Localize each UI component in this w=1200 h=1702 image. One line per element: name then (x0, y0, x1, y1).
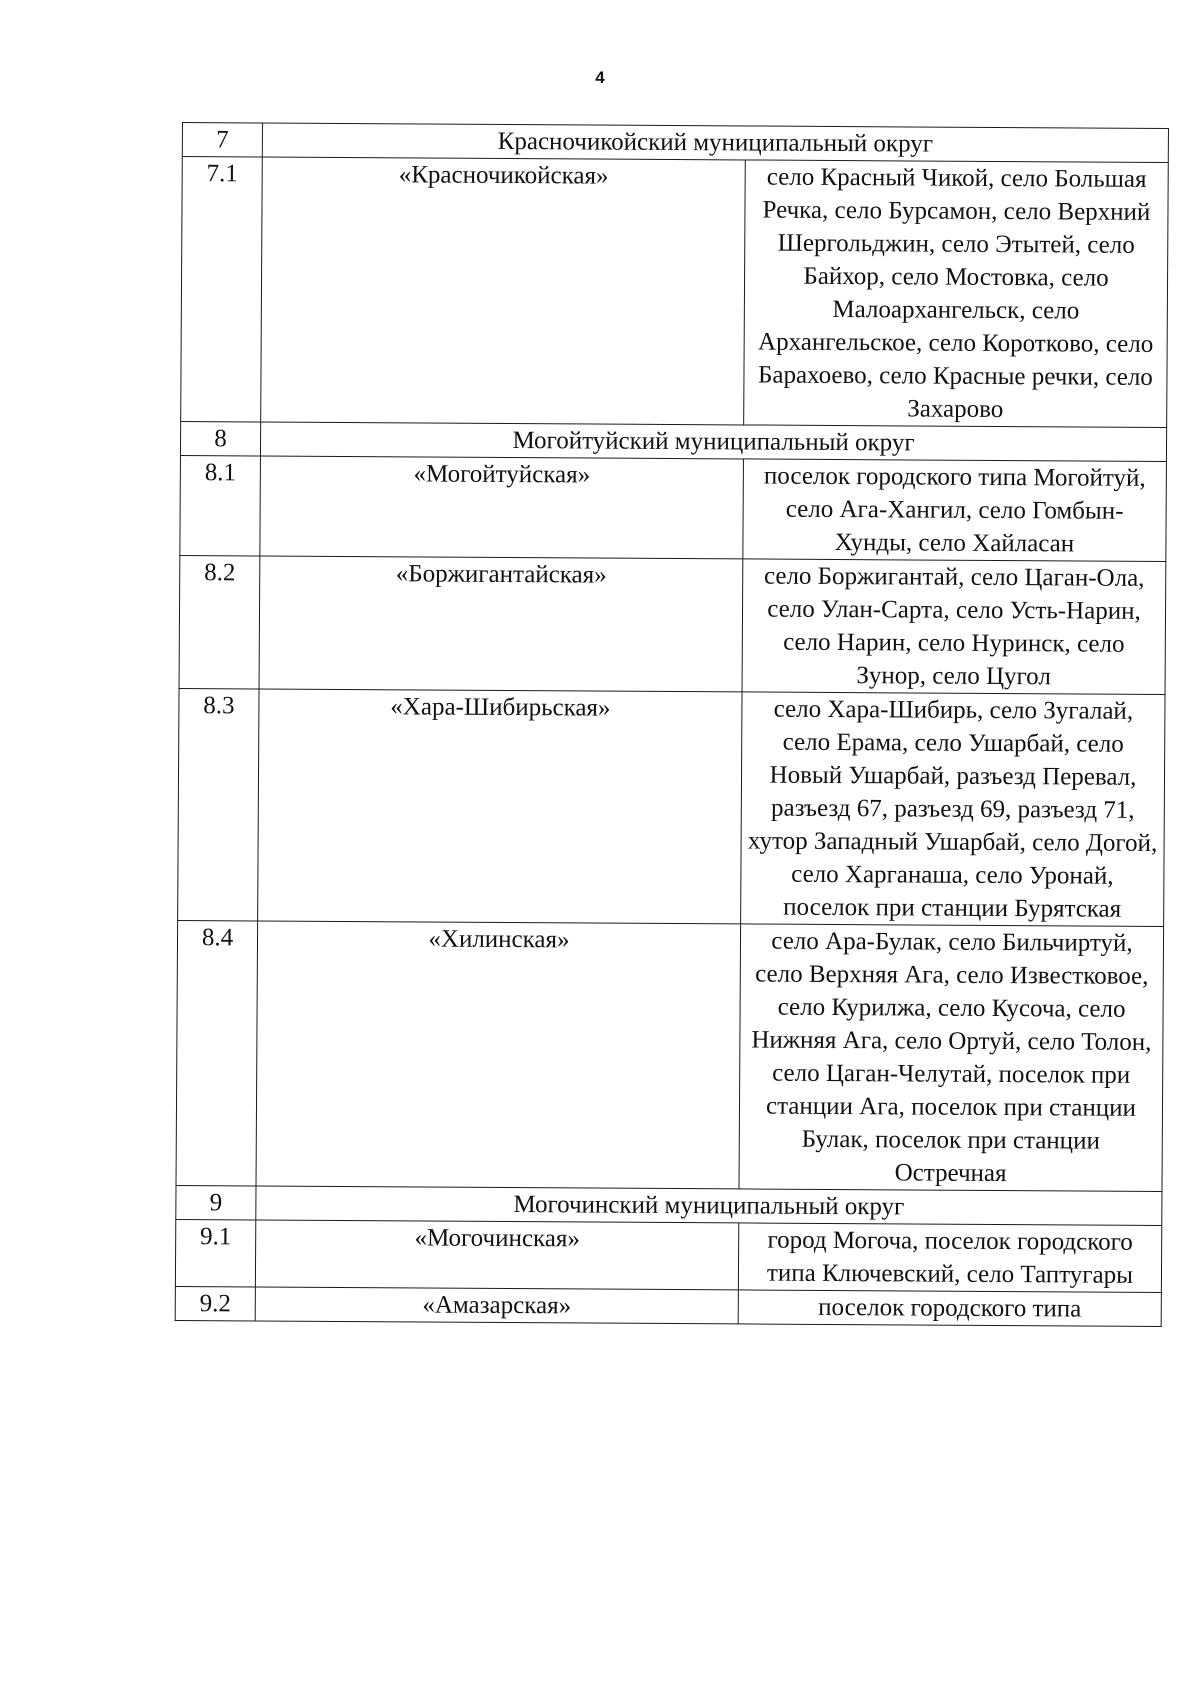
table-row (178, 688, 1165, 926)
row-places: поселок городского типа (738, 1290, 1161, 1327)
table-row (181, 157, 1169, 428)
row-number: 8.2 (179, 555, 260, 688)
row-places: город Могоча, поселок городского типа Ключевский, село Таптугары (738, 1223, 1161, 1293)
row-name: «Боржигантайская» (259, 556, 743, 692)
section-number: 8 (180, 421, 260, 455)
row-number: 8.1 (180, 455, 261, 555)
row-name: «Могочинская» (255, 1220, 738, 1290)
row-places: село Боржигантай, село Цаган-Ола, село Улан-Сарта, село Усть-Нарин, село Нарин, село Нуринск, село Зунор, село Цугол (742, 559, 1166, 695)
section-title: Могочинский муниципальный округ (256, 1186, 1162, 1226)
row-number: 9.2 (175, 1286, 255, 1320)
row-name: «Хилинская» (256, 921, 741, 1189)
districts-table (175, 122, 1169, 1327)
row-number: 7.1 (181, 157, 263, 422)
row-name: «Красночикойская» (261, 157, 746, 425)
section-title: Могойтуйский муниципальный округ (260, 422, 1166, 462)
section-title: Красночикойский муниципальный округ (262, 123, 1168, 163)
row-name: «Хара-Шибирьская» (258, 689, 742, 924)
row-places: село Хара-Шибирь, село Зугалай, село Ерама, село Ушарбай, село Новый Ушарбай, разъезд Перевал, разъезд 67, разъезд 69, разъезд 71, хутор Западный Ушарбай, село Догой, село Харганаша, село Уронай, поселок при станции Бурятская (741, 692, 1165, 927)
row-places: село Ара-Булак, село Бильчиртуй, село Верхняя Ага, село Известковое, село Курилжа, село Кусоча, село Нижняя Ага, село Ортуй, село Толон, село Цаган-Челутай, поселок при станции Ага, поселок при станции Булак, поселок при станции Остречная (739, 924, 1164, 1192)
table-row (180, 455, 1167, 561)
row-number: 8.3 (178, 688, 259, 920)
table-row (176, 920, 1164, 1191)
row-name: «Могойтуйская» (260, 456, 744, 559)
row-number: 9.1 (175, 1219, 255, 1286)
row-places: село Красный Чикой, село Большая Речка, село Бурсамон, село Верхний Шергольджин, село Этытей, село Байхор, село Мостовка, село Малоархангельск, село Архангельское, село Коротково, село Барахоево, село Красные речки, село Захарово (744, 160, 1169, 428)
table-row (179, 555, 1166, 694)
table-row (175, 1286, 1161, 1326)
row-places: поселок городского типа Могойтуй, село Ага-Хангил, село Гомбын-Хунды, село Хайласан (743, 459, 1167, 562)
section-number: 7 (182, 123, 262, 157)
page-number: 4 (595, 68, 605, 87)
table-row (175, 1219, 1161, 1292)
section-number: 9 (176, 1185, 256, 1219)
row-number: 8.4 (176, 920, 258, 1185)
row-name: «Амазарская» (255, 1287, 738, 1324)
